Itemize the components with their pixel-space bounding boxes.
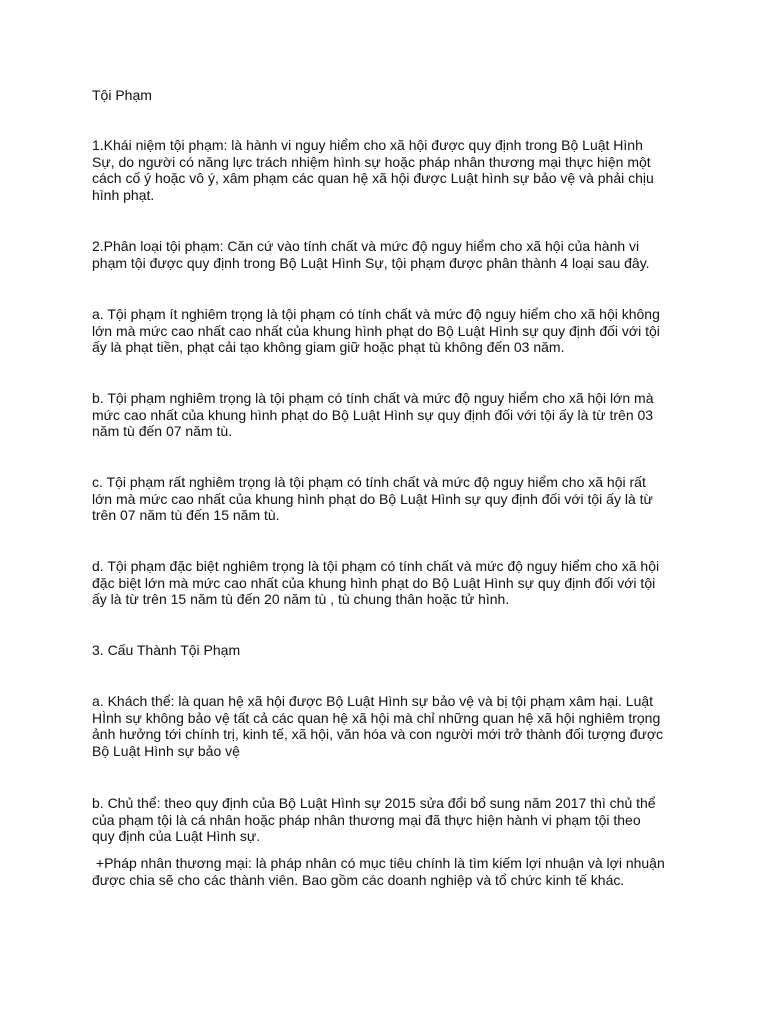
text-line: d. Tội phạm đặc biệt nghiêm trọng là tội phạm có tính chất và mức độ nguy hiểm cho xã hội	[92, 558, 660, 574]
paragraph-commercial-entity	[92, 855, 712, 888]
text-line: ấy là từ trên 15 năm tù đến 20 năm tù , tù chung thân hoặc tử hình.	[92, 591, 510, 607]
text-line: ảnh hưởng tới chính trị, kinh tế, xã hội, văn hóa và con người mới trở thành đối tượng được	[92, 726, 664, 742]
text-line: mức cao nhất của khung hình phạt do Bộ Luật Hình sự quy định đối với tội ấy là từ trên 03	[92, 406, 654, 423]
text-line: a. Khách thể: là quan hệ xã hội được Bộ Luật Hình sự bảo vệ và bị tội phạm xâm hại. Luật	[92, 693, 654, 709]
text-line: +Pháp nhân thương mại: là pháp nhân có mục tiêu chính là tìm kiếm lợi nhuận và lợi nhuận	[92, 855, 665, 871]
text-line: của phạm tội là cá nhân hoặc pháp nhân thương mại đã thực hiện hành vi phạm tội theo	[92, 811, 641, 828]
paragraph-less-serious	[92, 306, 712, 356]
text-line: quy định của Luật Hình sự.	[92, 828, 261, 844]
paragraph-classification	[92, 238, 712, 271]
paragraph-especially-serious	[92, 558, 712, 608]
text-line: phạm tội được quy định trong Bộ Luật Hình Sự, tội phạm được phân thành 4 loại sau đây.	[92, 254, 650, 271]
text-line: đặc biệt lớn mà mức cao nhất của khung hình phạt do Bộ Luật Hình sự quy định đối với tội	[92, 574, 656, 591]
document-title: Tội Phạm	[92, 87, 152, 103]
text-line: 1.Khái niệm tội phạm: là hành vi nguy hiểm cho xã hội được quy định trong Bộ Luật Hình	[92, 137, 643, 153]
text-line: trên 07 năm tù đến 15 năm tù.	[92, 507, 280, 523]
section-heading-constitution: 3. Cấu Thành Tội Phạm	[92, 642, 241, 658]
text-line: HÌnh sự không bảo vệ tất cả các quan hệ xã hội mà chỉ những quan hệ xã hội nghiêm trọng	[92, 709, 661, 726]
paragraph-very-serious	[92, 474, 712, 524]
text-line: ấy là phạt tiền, phạt cải tạo không giam giữ hoặc phạt tù không đến 03 năm.	[92, 339, 565, 355]
paragraph-serious	[92, 390, 712, 440]
paragraph-definition	[92, 137, 712, 203]
text-line: b. Chủ thể: theo quy định của Bộ Luật Hình sự 2015 sửa đổi bổ sung năm 2017 thì chủ thể	[92, 795, 656, 811]
text-line: c. Tội phạm rất nghiêm trọng là tội phạm có tính chất và mức độ nguy hiểm cho xã hội rất	[92, 474, 646, 490]
text-line: b. Tội phạm nghiêm trọng là tội phạm có tính chất và mức độ nguy hiểm cho xã hội lớn mà	[92, 390, 654, 406]
paragraph-object	[92, 693, 712, 759]
text-line: năm tù đến 07 năm tù.	[92, 423, 233, 439]
text-line: Sự, do người có năng lực trách nhiệm hình sự hoặc pháp nhân thương mại thực hiện một	[92, 153, 651, 170]
text-line: a. Tội phạm ít nghiêm trọng là tội phạm có tính chất và mức độ nguy hiểm cho xã hội không	[92, 306, 660, 322]
text-line: cách cố ý hoặc vô ý, xâm phạm các quan hệ xã hội được Luật hình sự bảo vệ và phải chịu	[92, 170, 654, 186]
text-line: được chia sẽ cho các thành viên. Bao gồm các doanh nghiệp và tổ chức kinh tế khác.	[92, 871, 625, 888]
text-line: hình phạt.	[92, 186, 155, 203]
text-line: lớn mà mức cao nhất của khung hình phạt do Bộ Luật Hình sự quy định đối với tội ấy là từ	[92, 490, 653, 507]
paragraph-subject	[92, 795, 712, 845]
text-line: lớn mà mức cao nhất cao nhất của khung hình phạt do Bộ Luật Hình sự quy định đối với tội	[92, 322, 660, 339]
text-line: Bộ Luật Hình sự bảo vệ	[92, 742, 240, 759]
text-line: 2.Phân loại tội phạm: Căn cứ vào tính chất và mức độ nguy hiểm cho xã hội của hành vi	[92, 238, 640, 254]
